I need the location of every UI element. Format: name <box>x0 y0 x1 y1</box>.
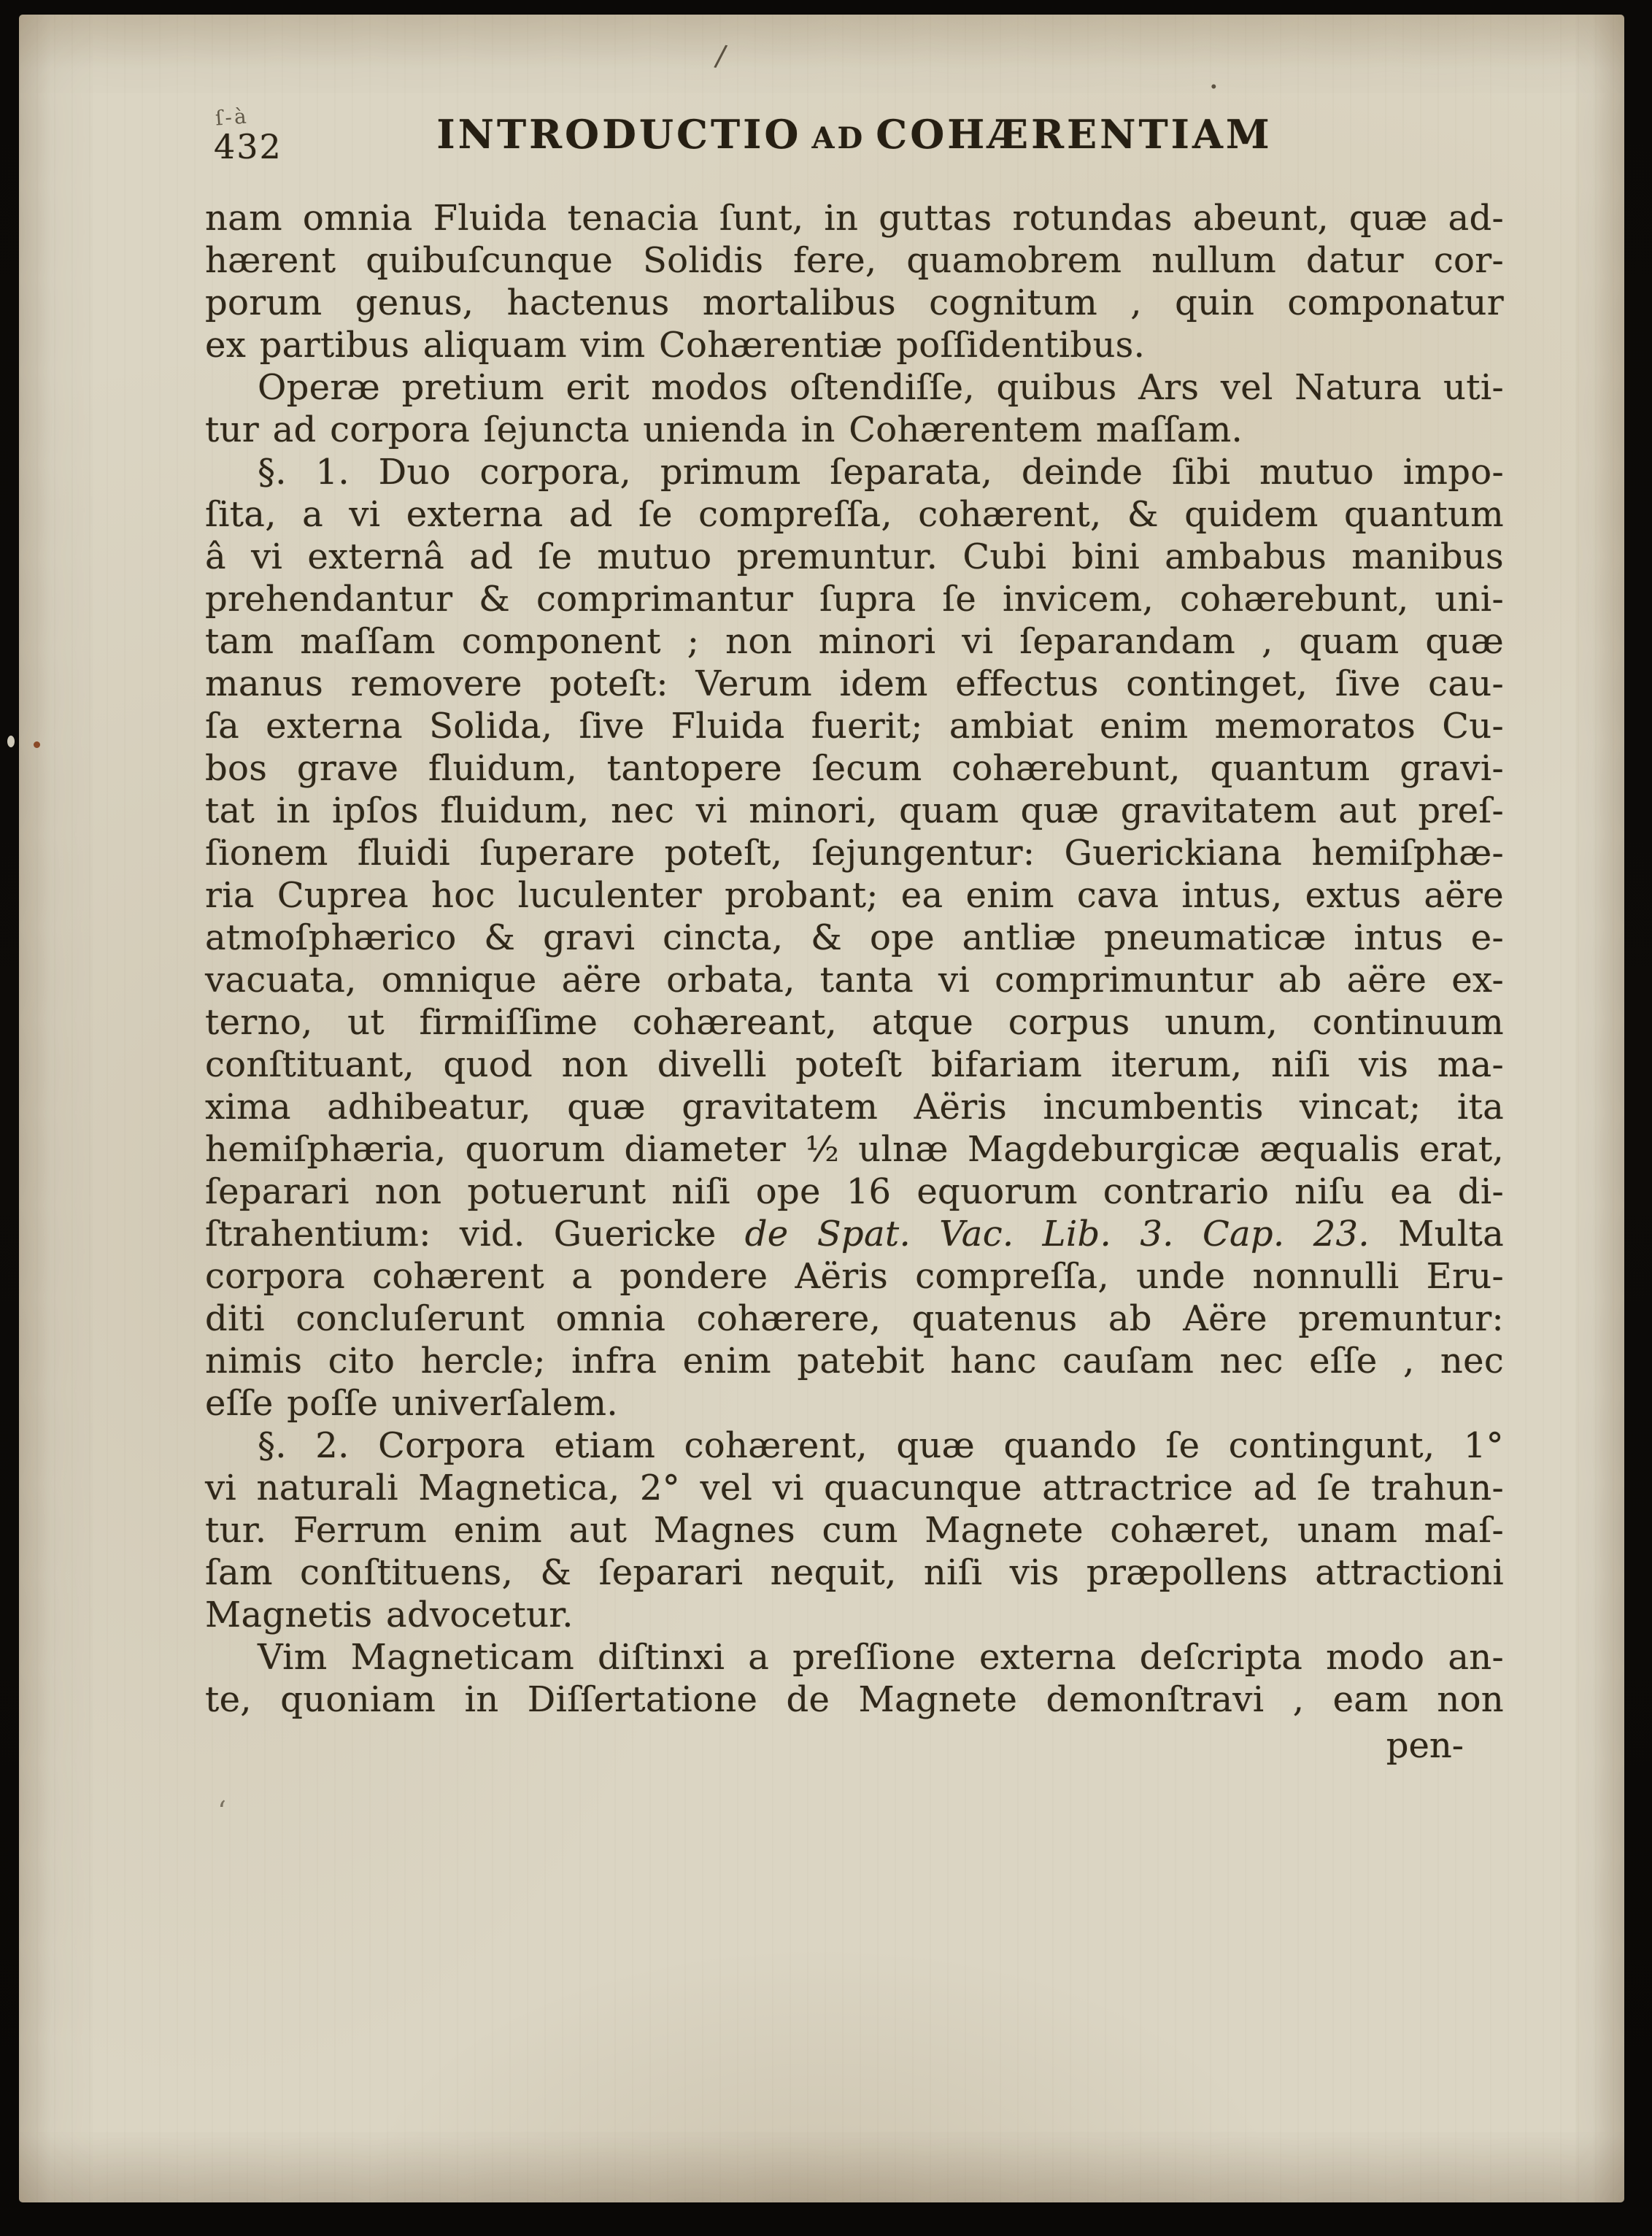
paragraph <box>205 451 1504 1425</box>
text-segment: Vim Magneticam diſtinxi a preſſione externa deſcripta modo an- <box>258 1637 1504 1678</box>
text-segment: terno, ut firmiſſime cohæreant, atque corpus unum, continuum <box>205 1002 1504 1043</box>
running-title <box>205 109 1504 158</box>
text-segment: hemiſphæria, quorum diameter ½ ulnæ Magdeburgicæ æqualis erat, <box>205 1129 1504 1170</box>
text-segment: tat in ipſos fluidum, nec vi minori, quam quæ gravitatem aut preſ- <box>205 790 1504 831</box>
scan-artifact-quote-mark: ʻ <box>217 1795 227 1827</box>
text-line <box>205 451 1504 493</box>
text-segment: diti concluſerunt omnia cohærere, quatenus ab Aëre premuntur: <box>205 1298 1504 1339</box>
text-line <box>205 917 1504 959</box>
text-line <box>205 832 1504 874</box>
text-line <box>205 239 1504 282</box>
text-line <box>205 1298 1504 1340</box>
text-segment: ria Cuprea hoc luculenter probant; ea enim cava intus, extus aëre <box>205 875 1504 916</box>
text-segment: bos grave fluidum, tantopere ſecum cohærebunt, quantum gravi- <box>205 748 1504 789</box>
text-line <box>205 1001 1504 1044</box>
ink-mark: ſ-à <box>214 104 250 131</box>
text-segment: Magnetis advocetur. <box>205 1595 574 1635</box>
text-segment: tur. Ferrum enim aut Magnes cum Magnete cohæret, unam maſ- <box>205 1510 1504 1551</box>
text-line <box>205 705 1504 747</box>
scan-speck <box>34 741 40 748</box>
text-line <box>205 324 1504 366</box>
running-title-word-2: AD <box>811 121 866 155</box>
text-segment: hærent quibuſcunque Solidis fere, quamobrem nullum datur cor- <box>205 240 1504 281</box>
text-line <box>205 959 1504 1001</box>
text-line <box>205 1467 1504 1509</box>
text-segment: porum genus, hactenus mortalibus cognitum , quin componatur <box>205 282 1504 323</box>
text-segment: §. 1. Duo corpora, primum ſeparata, deinde ſibi mutuo impo- <box>258 452 1504 493</box>
text-line <box>205 282 1504 324</box>
page-number: 432 <box>214 127 282 166</box>
scan-speck <box>7 736 15 747</box>
text-line <box>205 409 1504 451</box>
text-segment: â vi externâ ad ſe mutuo premuntur. Cubi bini ambabus manibus <box>205 536 1504 577</box>
scan-artifact-ink-dot: . <box>1208 57 1219 96</box>
text-line <box>205 1594 1504 1636</box>
text-line <box>205 1086 1504 1128</box>
text-segment: tur ad corpora ſejuncta unienda in Cohærentem maſſam. <box>205 409 1243 450</box>
paragraph <box>205 1425 1504 1636</box>
page-header <box>205 104 1504 174</box>
text-line <box>205 1509 1504 1551</box>
text-segment: §. 2. Corpora etiam cohærent, quæ quando ſe contingunt, 1° <box>258 1425 1504 1466</box>
text-segment: prehendantur & comprimantur ſupra ſe invicem, cohærebunt, uni- <box>205 579 1504 620</box>
text-segment: ſtrahentium: vid. Guericke <box>205 1214 745 1254</box>
text-segment: nam omnia Fluida tenacia ſunt, in guttas rotundas abeunt, quæ ad- <box>205 198 1504 239</box>
text-segment: xima adhibeatur, quæ gravitatem Aëris incumbentis vincat; ita <box>205 1087 1504 1127</box>
text-segment: vacuata, omnique aëre orbata, tanta vi comprimuntur ab aëre ex- <box>205 960 1504 1001</box>
text-segment: ſita, a vi externa ad ſe compreſſa, cohærent, & quidem quantum <box>205 494 1504 535</box>
page-number-block <box>214 104 282 166</box>
text-line <box>205 197 1504 239</box>
running-title-word-3: COHÆRENTIAM <box>876 111 1273 158</box>
text-line <box>205 1425 1504 1467</box>
text-segment: ſa externa Solida, ſive Fluida fuerit; ambiat enim memoratos Cu- <box>205 706 1504 747</box>
text-line <box>205 366 1504 409</box>
text-segment: manus removere poteſt: Verum idem effectus continget, ſive cau- <box>205 663 1504 704</box>
text-line <box>205 1213 1504 1255</box>
text-segment: vi naturali Magnetica, 2° vel vi quacunque attractrice ad ſe trahun- <box>205 1468 1504 1508</box>
text-line <box>205 790 1504 832</box>
text-line <box>205 874 1504 917</box>
text-segment: Multa <box>1369 1214 1505 1254</box>
text-segment: ex partibus aliquam vim Cohærentiæ poſſidentibus. <box>205 325 1146 366</box>
text-line <box>205 1636 1504 1678</box>
body-text <box>205 197 1504 1721</box>
paragraph <box>205 366 1504 451</box>
text-segment: corpora cohærent a pondere Aëris compreſſa, unde nonnulli Eru- <box>205 1256 1504 1297</box>
text-line <box>205 1128 1504 1171</box>
text-block <box>205 104 1505 1766</box>
text-line <box>205 1382 1504 1425</box>
text-segment: Operæ pretium erit modos oſtendiſſe, quibus Ars vel Natura uti- <box>258 367 1504 408</box>
text-line <box>205 1044 1504 1086</box>
text-segment: atmoſphærico & gravi cincta, & ope antliæ pneumaticæ intus e- <box>205 917 1504 958</box>
text-segment: ſeparari non potuerunt niſi ope 16 equorum contrario niſu ea di- <box>205 1171 1504 1212</box>
text-segment: conſtituant, quod non divelli poteſt bifariam iterum, niſi vis ma- <box>205 1044 1504 1085</box>
text-segment-italic: de Spat. Vac. Lib. 3. Cap. 23. <box>744 1214 1370 1254</box>
running-title-word-1: INTRODUCTIO <box>436 111 802 158</box>
text-line <box>205 1678 1504 1721</box>
paragraph <box>205 197 1504 366</box>
text-line <box>205 1255 1504 1298</box>
text-segment: te, quoniam in Diſſertatione de Magnete demonſtravi , eam non <box>205 1679 1504 1720</box>
text-line <box>205 578 1504 620</box>
text-line <box>205 747 1504 790</box>
text-line <box>205 536 1504 578</box>
text-segment: tam maſſam component ; non minori vi ſeparandam , quam quæ <box>205 621 1504 662</box>
text-line <box>205 663 1504 705</box>
text-segment: nimis cito hercle; infra enim patebit hanc cauſam nec eſſe , nec <box>205 1341 1504 1381</box>
text-line <box>205 620 1504 663</box>
text-segment: ſionem fluidi ſuperare poteſt, ſejungentur: Guerickiana hemiſphæ- <box>205 833 1504 874</box>
text-line <box>205 1340 1504 1382</box>
scan-artifact-slash-mark: / <box>713 39 729 74</box>
book-page <box>19 15 1624 2202</box>
text-segment: eſſe poſſe univerſalem. <box>205 1383 618 1424</box>
text-line <box>205 1171 1504 1213</box>
paragraph <box>205 1636 1504 1721</box>
text-line <box>205 493 1504 536</box>
text-segment: ſam conſtituens, & ſeparari nequit, niſi vis præpollens attractioni <box>205 1552 1504 1593</box>
text-line <box>205 1551 1504 1594</box>
catchword: pen- <box>1386 1725 1464 1766</box>
